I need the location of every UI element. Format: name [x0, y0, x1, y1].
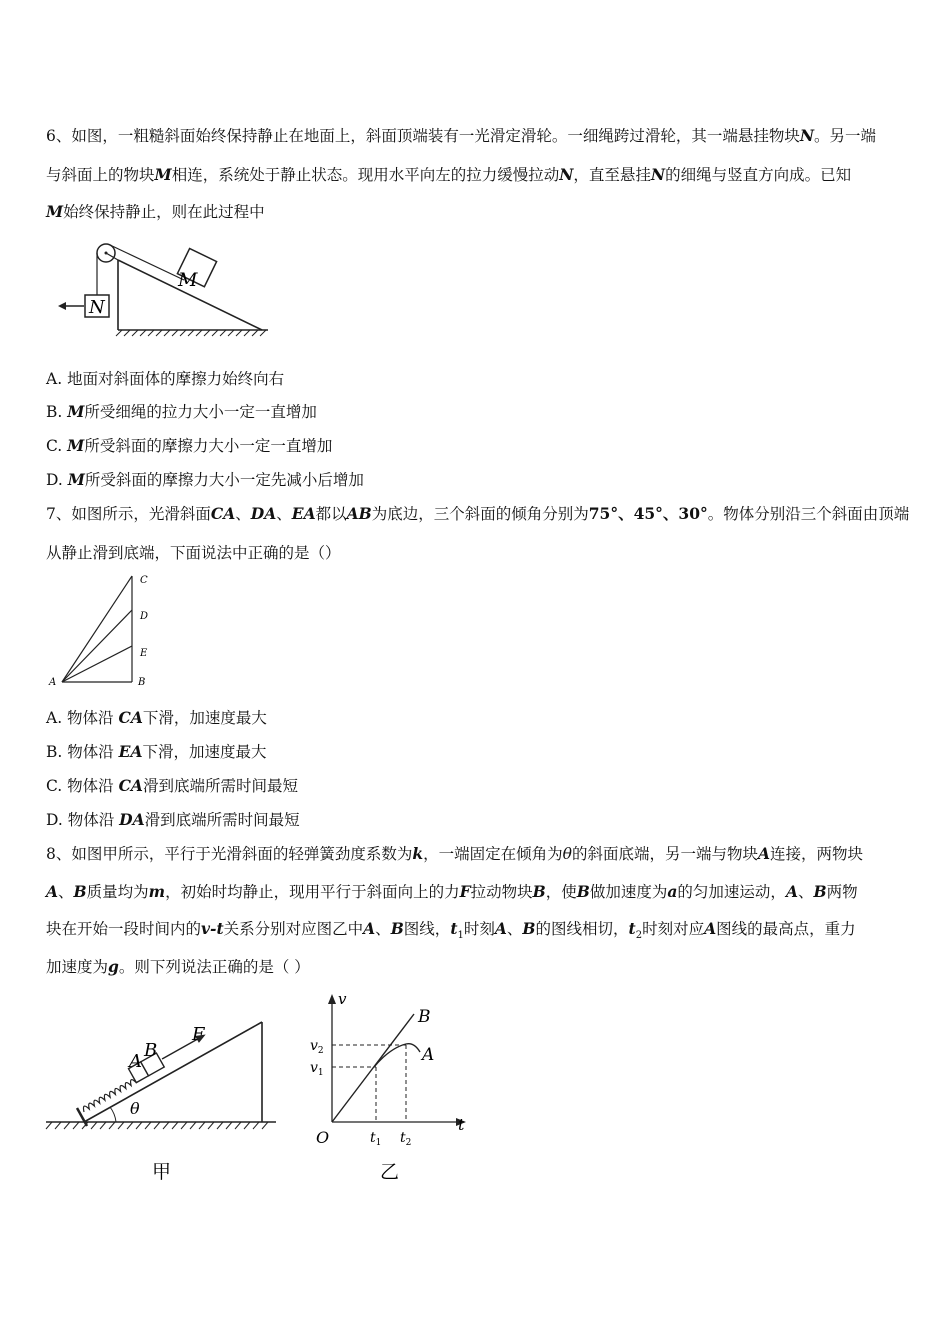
var-B: B: [813, 882, 827, 901]
var-A: A: [363, 919, 376, 938]
q7-text: 为底边，三个斜面的倾角分别为: [371, 505, 589, 523]
q8-text: 时刻对应: [642, 920, 705, 938]
slope-EA: [62, 646, 132, 682]
label-A: A: [49, 677, 57, 688]
slope-CA: [62, 576, 132, 682]
option-text: 滑到底端所需时间最短: [144, 811, 300, 829]
label-v2: $v_2$: [310, 1038, 324, 1056]
var-m: m: [148, 882, 166, 901]
caption-yi: 乙: [380, 1161, 400, 1183]
option-prefix: B.: [46, 403, 68, 421]
var-M: M: [67, 470, 85, 489]
q8-text: 图线的最高点，重力: [716, 920, 856, 938]
q7-option-d: [46, 810, 300, 830]
q7-text: 、: [276, 505, 292, 523]
var-M: M: [154, 165, 172, 184]
q6-option-b: [46, 402, 317, 422]
q6-text: 相连，系统处于静止状态。现用水平向左的拉力缓慢拉动: [171, 166, 560, 184]
angle-arc: [110, 1107, 116, 1122]
label-origin: O: [316, 1128, 330, 1147]
option-text: 滑到底端所需时间最短: [142, 777, 298, 795]
slope-DA: [62, 610, 132, 682]
var-A: A: [704, 919, 717, 938]
label-N: N: [89, 297, 105, 318]
q6-incline-figure: [50, 238, 280, 338]
q8-text: ，使: [545, 883, 577, 901]
option-text: 所受斜面的摩擦力大小一定一直增加: [84, 437, 333, 455]
q8-text: 8、如图甲所示，平行于光滑斜面的轻弹簧劲度系数为: [46, 845, 413, 863]
q6-line3: [46, 202, 906, 222]
curve-A: [374, 1044, 420, 1067]
label-t1: $t_1$: [370, 1130, 382, 1148]
label-E: E: [140, 648, 148, 659]
q8-text: 图线，: [403, 920, 451, 938]
var-k: k: [412, 844, 424, 863]
sub-1: 1: [457, 930, 464, 942]
q7-option-b: [46, 742, 267, 762]
q6-text: 6、如图，一粗糙斜面始终保持静止在地面上，斜面顶端装有一光滑定滑轮。一细绳跨过滑轮，其一端悬挂物块: [46, 127, 800, 145]
var-t2: t: [628, 919, 636, 938]
option-text: 所受斜面的摩擦力大小一定先减小后增加: [84, 471, 364, 489]
var-A: A: [494, 919, 507, 938]
label-t: t: [458, 1115, 465, 1134]
q8-line4: [46, 957, 906, 977]
var-F: F: [459, 882, 471, 901]
q6-option-c: [46, 436, 332, 456]
q8-text: 加速度为: [46, 958, 109, 976]
label-theta: θ: [130, 1099, 140, 1118]
q8-line1: [46, 844, 906, 864]
label-C: C: [140, 575, 148, 586]
q7-option-c: [46, 776, 298, 796]
var-EA: EA: [291, 504, 316, 523]
var-vt: v-t: [201, 919, 224, 938]
q7-text: 、: [235, 505, 251, 523]
label-curve-A: A: [422, 1045, 435, 1065]
spring-block-group: [76, 1028, 209, 1112]
var-theta: θ: [562, 845, 572, 863]
var-B: B: [390, 919, 404, 938]
option-prefix: A. 物体沿: [46, 709, 119, 727]
var-a: a: [667, 882, 678, 901]
label-A: A: [129, 1051, 142, 1072]
option-text: 下滑，加速度最大: [142, 709, 267, 727]
q7-angles: 75°、45°、30°: [588, 504, 708, 523]
q6-option-d: [46, 470, 364, 490]
option-prefix: D.: [46, 471, 68, 489]
q8-text: 、: [506, 920, 523, 938]
var-g: g: [108, 957, 119, 976]
var-AB: AB: [346, 504, 372, 523]
q6-text: 始终保持静止，则在此过程中: [63, 203, 265, 221]
q8-figure-jia: [44, 1010, 284, 1190]
var-M: M: [67, 402, 85, 421]
var-B: B: [532, 882, 546, 901]
q7-line2: [46, 543, 906, 563]
label-F: F: [192, 1024, 205, 1045]
q8-line2: [46, 882, 906, 902]
option-text: 所受细绳的拉力大小一定一直增加: [84, 403, 317, 421]
q7-option-a: [46, 708, 267, 728]
option-prefix: B. 物体沿: [46, 743, 119, 761]
q8-text: 。则下列说法正确的是（ ）: [118, 958, 310, 976]
q8-text: 的图线相切，: [535, 920, 629, 938]
q8-text: 的斜面底端，另一端与物块: [571, 845, 758, 863]
var-B: B: [73, 882, 87, 901]
q8-text: 、: [375, 920, 391, 938]
option-prefix: D. 物体沿: [46, 811, 120, 829]
q8-text: 做加速度为: [589, 883, 668, 901]
option-text: 地面对斜面体的摩擦力始终向右: [67, 370, 285, 388]
var-t1: t: [450, 919, 458, 938]
line-B: [332, 1014, 414, 1122]
option-text: 下滑，加速度最大: [142, 743, 267, 761]
q6-text: 。另一端: [814, 127, 877, 145]
var-A: A: [785, 882, 798, 901]
var-CA: CA: [210, 504, 236, 523]
q8-text: 时刻: [463, 920, 495, 938]
v-axis-arrowhead: [328, 994, 336, 1004]
q7-text: 7、如图所示，光滑斜面: [46, 505, 211, 523]
q6-option-a: [46, 369, 284, 389]
var-CA: CA: [118, 776, 143, 795]
option-prefix: A.: [46, 370, 68, 388]
incline-slope: [84, 1022, 262, 1122]
q8-text: 拉动物块: [470, 883, 533, 901]
q8-figure-yi: [308, 990, 478, 1190]
q8-text: 关系分别对应图乙中: [223, 920, 364, 938]
var-B: B: [522, 919, 536, 938]
q8-text: 的匀加速运动，: [677, 883, 786, 901]
var-M: M: [46, 202, 64, 221]
sub-2: 2: [635, 930, 643, 942]
var-M: M: [67, 436, 85, 455]
q6-text: ，直至悬挂: [573, 166, 651, 184]
q8-text: ，一端固定在倾角为: [423, 845, 563, 863]
label-B: B: [144, 1040, 158, 1061]
var-A: A: [46, 882, 59, 901]
q7-slopes-figure: [44, 570, 164, 690]
var-CA: CA: [118, 708, 143, 727]
var-DA: DA: [250, 504, 277, 523]
q8-text: 、: [58, 883, 74, 901]
q7-text: 从静止滑到底端，下面说法中正确的是（）: [46, 544, 341, 562]
label-line-B: B: [418, 1007, 431, 1027]
q6-text: 的细绳与竖直方向成。已知: [665, 166, 852, 184]
label-t2: $t_2$: [400, 1130, 412, 1148]
var-A: A: [758, 844, 771, 863]
q8-text: 两物: [826, 883, 858, 901]
label-v: v: [338, 990, 347, 1008]
var-B: B: [576, 882, 590, 901]
q8-text: 块在开始一段时间内的: [46, 920, 202, 938]
label-M: M: [178, 269, 198, 291]
q8-text: 连接，两物块: [770, 845, 864, 863]
option-prefix: C. 物体沿: [46, 777, 119, 795]
q8-text: 、: [797, 883, 814, 901]
q7-text: 都以: [315, 505, 347, 523]
q6-text: 与斜面上的物块: [46, 166, 155, 184]
var-N: N: [799, 126, 815, 145]
q8-text: ，初始时均静止，现用平行于斜面向上的力: [165, 883, 460, 901]
ground-hatch: [116, 330, 266, 336]
pull-arrowhead: [58, 302, 66, 310]
var-EA: EA: [118, 742, 143, 761]
label-D: D: [140, 611, 149, 622]
q8-line3: [46, 919, 906, 946]
var-N: N: [650, 165, 666, 184]
var-N: N: [559, 165, 574, 184]
label-v1: $v_1$: [310, 1060, 324, 1078]
q6-line2: [46, 165, 906, 185]
spring: [82, 1078, 137, 1112]
option-prefix: C.: [46, 437, 68, 455]
q8-text: 质量均为: [86, 883, 149, 901]
q6-line1: [46, 126, 906, 146]
ground-hatch: [46, 1122, 268, 1129]
q7-text: 。物体分别沿三个斜面由顶端: [707, 505, 910, 523]
caption-jia: 甲: [152, 1161, 172, 1183]
var-DA: DA: [119, 810, 145, 829]
q7-line1: [46, 504, 910, 524]
label-B: B: [138, 677, 146, 688]
